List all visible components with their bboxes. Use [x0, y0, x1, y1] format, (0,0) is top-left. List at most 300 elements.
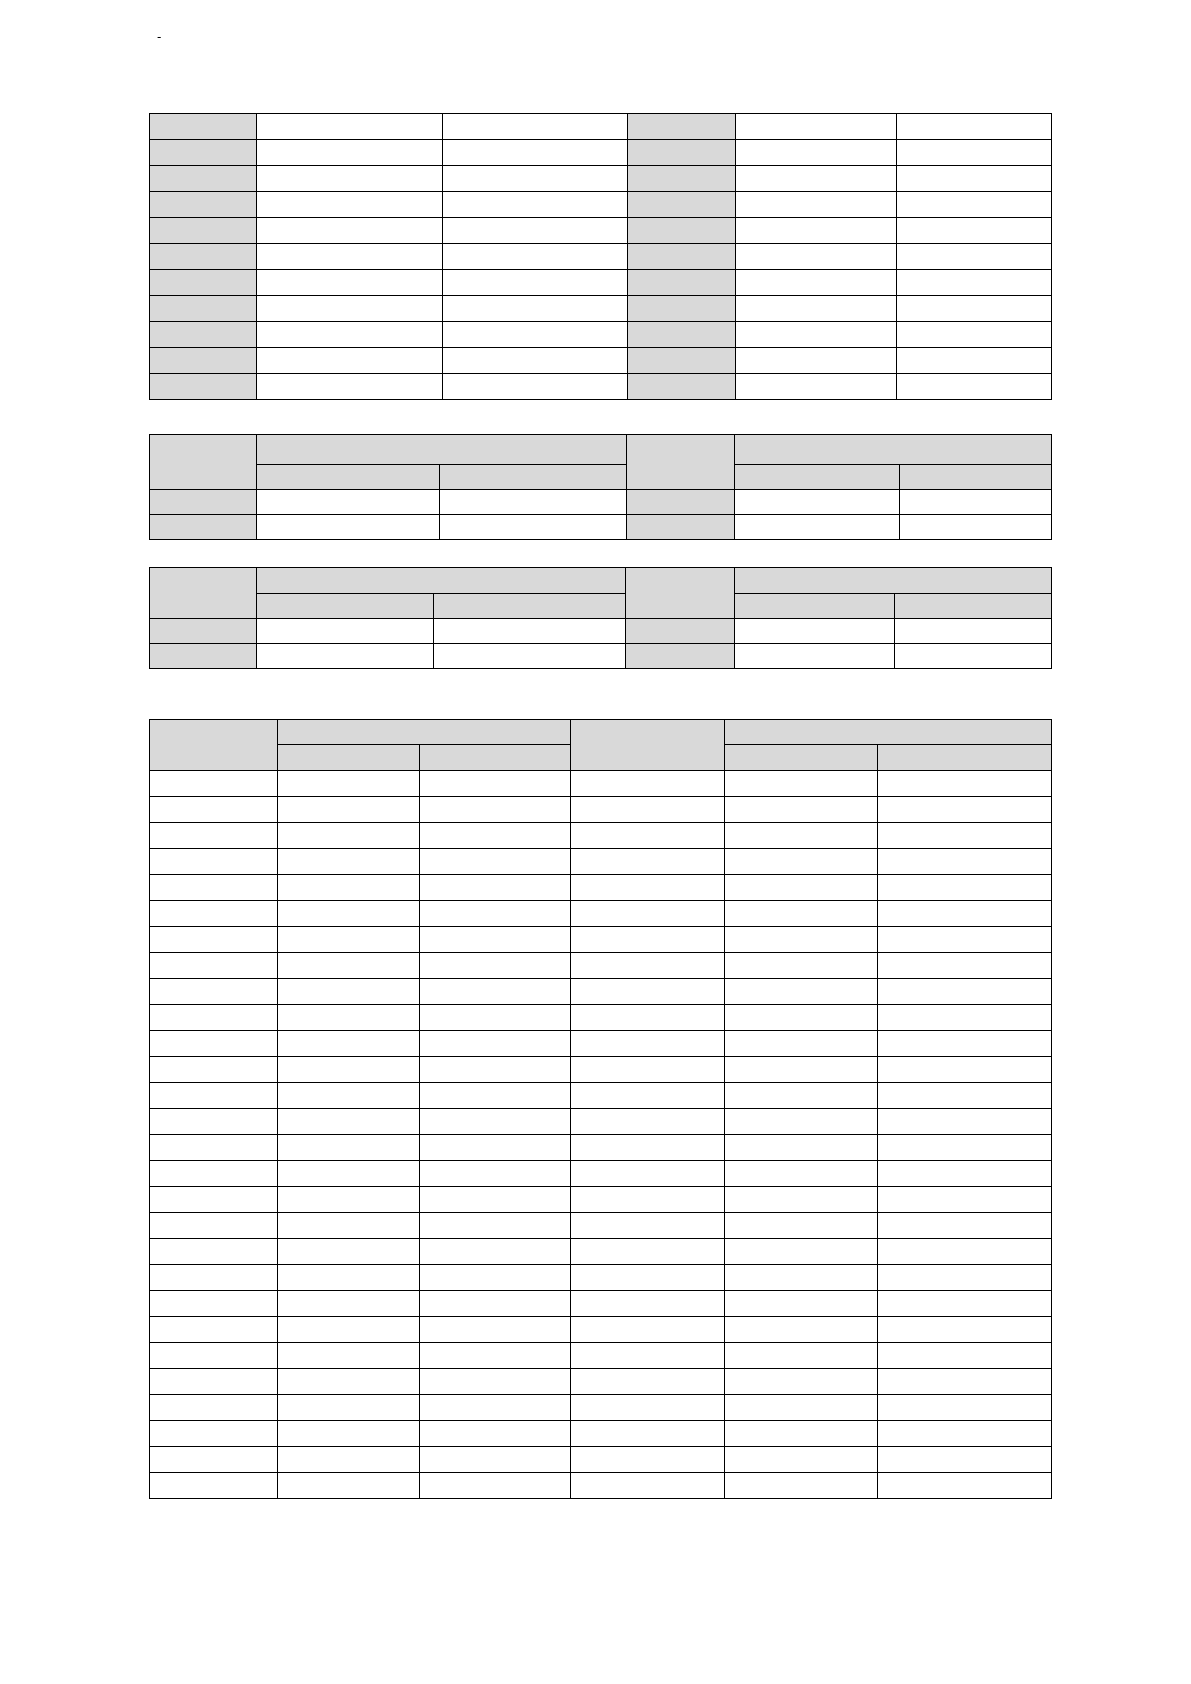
table-4-header-cell	[571, 720, 725, 771]
table-4-cell	[278, 1473, 420, 1499]
table-4-cell	[878, 1031, 1052, 1057]
table-4-cell	[420, 797, 571, 823]
table-1-cell	[443, 296, 628, 322]
table-4-cell	[878, 771, 1052, 797]
table-2-cell	[900, 515, 1052, 540]
table-1-cell	[257, 192, 443, 218]
table-1-cell	[736, 114, 897, 140]
table-1-row	[150, 166, 1052, 192]
table-3-cell	[257, 619, 434, 644]
table-1-cell	[736, 348, 897, 374]
table-4-cell	[725, 953, 878, 979]
table-1-cell	[736, 244, 897, 270]
table-1-cell	[257, 296, 443, 322]
table-4-cell	[571, 771, 725, 797]
table-4-cell	[278, 797, 420, 823]
table-1-row	[150, 270, 1052, 296]
table-4-row	[150, 979, 1052, 1005]
table-4-cell	[725, 1317, 878, 1343]
table-1-cell	[257, 270, 443, 296]
table-4-subheader	[278, 745, 420, 771]
table-4-cell	[878, 1109, 1052, 1135]
table-4-cell	[420, 1343, 571, 1369]
table-2-cell	[440, 490, 627, 515]
table-4-row	[150, 1395, 1052, 1421]
table-1-row	[150, 296, 1052, 322]
table-4-cell	[420, 1369, 571, 1395]
table-4-row	[150, 1213, 1052, 1239]
table-1-cell	[443, 322, 628, 348]
table-1-cell	[628, 270, 736, 296]
table-3-row	[150, 644, 1052, 669]
table-4-cell	[278, 1109, 420, 1135]
table-4-cell	[420, 849, 571, 875]
table-4-cell	[278, 1291, 420, 1317]
table-4-cell	[278, 1317, 420, 1343]
table-4-cell	[571, 979, 725, 1005]
table-4-cell	[420, 1005, 571, 1031]
table-1-cell	[150, 244, 257, 270]
table-4-cell	[150, 823, 278, 849]
table-4-cell	[878, 1395, 1052, 1421]
table-4-cell	[571, 1395, 725, 1421]
table-4-cell	[420, 927, 571, 953]
table-1-cell	[628, 166, 736, 192]
table-1-cell	[257, 374, 443, 400]
table-1-cell	[736, 374, 897, 400]
table-1-cell	[628, 114, 736, 140]
table-4-row	[150, 823, 1052, 849]
table-2-subheader	[440, 465, 627, 490]
table-1-cell	[443, 374, 628, 400]
table-4-cell	[571, 901, 725, 927]
table-3-cell	[257, 644, 434, 669]
table-3-group-header	[735, 568, 1052, 594]
table-4-cell	[150, 1291, 278, 1317]
table-4-cell	[278, 1005, 420, 1031]
table-3-subheader	[895, 594, 1052, 619]
table-4-cell	[725, 1447, 878, 1473]
table-4-cell	[571, 1031, 725, 1057]
table-4-cell	[571, 1291, 725, 1317]
table-4-cell	[571, 1265, 725, 1291]
table-1-cell	[897, 192, 1052, 218]
table-1-cell	[257, 140, 443, 166]
table-4-cell	[878, 797, 1052, 823]
table-4-cell	[878, 901, 1052, 927]
table-4-cell	[878, 1317, 1052, 1343]
table-4-subheader	[725, 745, 878, 771]
table-1-cell	[257, 322, 443, 348]
table-4-row	[150, 927, 1052, 953]
table-4-cell	[725, 823, 878, 849]
table-1	[149, 113, 1052, 400]
table-4-cell	[150, 849, 278, 875]
table-3-cell	[434, 644, 626, 669]
table-3-cell	[150, 644, 257, 669]
table-4-cell	[150, 797, 278, 823]
table-4-cell	[278, 1239, 420, 1265]
table-4-cell	[571, 1083, 725, 1109]
table-1-cell	[736, 140, 897, 166]
table-4-cell	[878, 1057, 1052, 1083]
table-4-cell	[278, 1083, 420, 1109]
table-4-cell	[571, 1161, 725, 1187]
table-1-cell	[897, 166, 1052, 192]
table-4-cell	[571, 1057, 725, 1083]
table-4-row	[150, 1057, 1052, 1083]
table-4-cell	[150, 979, 278, 1005]
table-4-cell	[571, 1239, 725, 1265]
table-4-cell	[420, 901, 571, 927]
table-4-cell	[725, 1421, 878, 1447]
table-1-row	[150, 348, 1052, 374]
table-4-cell	[420, 1083, 571, 1109]
table-1-cell	[628, 244, 736, 270]
table-2	[149, 434, 1052, 540]
table-1-cell	[897, 296, 1052, 322]
table-4-cell	[278, 1187, 420, 1213]
table-4-cell	[420, 1135, 571, 1161]
table-1-cell	[897, 244, 1052, 270]
table-4-cell	[571, 823, 725, 849]
table-4-cell	[878, 875, 1052, 901]
table-1-cell	[897, 114, 1052, 140]
table-4-cell	[278, 901, 420, 927]
table-4-cell	[878, 1473, 1052, 1499]
table-4-cell	[420, 953, 571, 979]
table-4-cell	[571, 1473, 725, 1499]
table-1-cell	[443, 114, 628, 140]
table-4-cell	[278, 1135, 420, 1161]
table-1-cell	[150, 322, 257, 348]
table-4-row	[150, 1473, 1052, 1499]
table-4-cell	[878, 1187, 1052, 1213]
table-1-cell	[150, 140, 257, 166]
table-3	[149, 567, 1052, 669]
table-4-cell	[420, 1291, 571, 1317]
table-4-cell	[278, 979, 420, 1005]
table-4-cell	[150, 1239, 278, 1265]
table-4-cell	[420, 1421, 571, 1447]
table-4-row	[150, 1161, 1052, 1187]
table-4-row	[150, 1083, 1052, 1109]
table-2-subheader	[900, 465, 1052, 490]
table-4-cell	[571, 927, 725, 953]
table-4-row	[150, 901, 1052, 927]
table-4-cell	[725, 901, 878, 927]
table-4-cell	[878, 1161, 1052, 1187]
table-1-cell	[736, 166, 897, 192]
table-2-cell	[257, 490, 440, 515]
table-4-cell	[878, 1213, 1052, 1239]
table-4-cell	[725, 875, 878, 901]
table-3-row	[150, 619, 1052, 644]
table-4-row	[150, 1031, 1052, 1057]
table-4-cell	[420, 1031, 571, 1057]
table-2-cell	[735, 490, 900, 515]
table-2-cell	[735, 515, 900, 540]
table-1-cell	[628, 296, 736, 322]
table-4-cell	[725, 1239, 878, 1265]
table-4-cell	[278, 875, 420, 901]
table-4-cell	[150, 1187, 278, 1213]
table-1-cell	[443, 270, 628, 296]
table-4-cell	[878, 953, 1052, 979]
table-4-cell	[278, 1031, 420, 1057]
table-4-cell	[150, 927, 278, 953]
table-4-group-header	[725, 720, 1052, 745]
table-4-cell	[420, 1109, 571, 1135]
table-4-cell	[150, 953, 278, 979]
table-4-cell	[878, 823, 1052, 849]
table-4-cell	[725, 1109, 878, 1135]
table-1-cell	[150, 348, 257, 374]
table-1-cell	[628, 140, 736, 166]
table-4-cell	[150, 771, 278, 797]
table-4-cell	[150, 1447, 278, 1473]
table-4-cell	[878, 1005, 1052, 1031]
table-3-cell	[735, 644, 895, 669]
table-2-cell	[150, 490, 257, 515]
table-4-cell	[150, 1343, 278, 1369]
table-1-cell	[150, 166, 257, 192]
table-4-cell	[571, 797, 725, 823]
table-4-row	[150, 1317, 1052, 1343]
table-4-cell	[420, 875, 571, 901]
table-3-subheader	[257, 594, 434, 619]
table-2-header-cell	[627, 435, 735, 490]
table-1-cell	[897, 322, 1052, 348]
table-4-cell	[278, 1369, 420, 1395]
table-4-row	[150, 1005, 1052, 1031]
table-4-cell	[571, 1343, 725, 1369]
table-1-cell	[443, 166, 628, 192]
table-4-cell	[571, 1317, 725, 1343]
table-4-row	[150, 1265, 1052, 1291]
table-1-row	[150, 244, 1052, 270]
table-1-cell	[257, 166, 443, 192]
table-4-cell	[725, 1135, 878, 1161]
table-1-cell	[897, 270, 1052, 296]
table-4-cell	[420, 979, 571, 1005]
table-4-cell	[725, 1291, 878, 1317]
table-4-row	[150, 797, 1052, 823]
table-4-cell	[878, 1239, 1052, 1265]
table-4-cell	[420, 1447, 571, 1473]
table-4-cell	[420, 1317, 571, 1343]
table-4-group-header	[278, 720, 571, 745]
table-2-cell	[627, 515, 735, 540]
table-2-group-header	[735, 435, 1052, 465]
table-4-cell	[878, 1369, 1052, 1395]
table-1-cell	[736, 192, 897, 218]
table-4-cell	[150, 901, 278, 927]
table-4-row	[150, 875, 1052, 901]
table-4-cell	[420, 1395, 571, 1421]
table-2-row	[150, 515, 1052, 540]
table-3-cell	[895, 619, 1052, 644]
table-1-cell	[628, 192, 736, 218]
table-1-cell	[736, 218, 897, 244]
table-1-cell	[443, 192, 628, 218]
table-4	[149, 719, 1052, 1499]
table-4-cell	[725, 771, 878, 797]
table-2-cell	[440, 515, 627, 540]
table-4-cell	[725, 1369, 878, 1395]
table-4-cell	[278, 823, 420, 849]
table-4-cell	[150, 1005, 278, 1031]
table-1-cell	[443, 348, 628, 374]
table-4-cell	[725, 1473, 878, 1499]
table-4-cell	[150, 1395, 278, 1421]
table-1-cell	[628, 348, 736, 374]
table-2-cell	[627, 490, 735, 515]
table-4-cell	[725, 927, 878, 953]
table-4-cell	[420, 823, 571, 849]
table-4-cell	[571, 875, 725, 901]
table-1-cell	[257, 218, 443, 244]
table-4-row	[150, 953, 1052, 979]
table-2-header-cell	[150, 435, 257, 490]
table-2-group-header	[257, 435, 627, 465]
table-1-cell	[150, 270, 257, 296]
table-4-cell	[278, 1395, 420, 1421]
table-4-cell	[278, 927, 420, 953]
table-1-cell	[150, 296, 257, 322]
table-4-cell	[571, 1421, 725, 1447]
table-4-cell	[725, 849, 878, 875]
corner-mark: -	[157, 29, 162, 44]
table-4-cell	[420, 1161, 571, 1187]
table-1-row	[150, 140, 1052, 166]
table-1-cell	[443, 140, 628, 166]
table-4-cell	[150, 1057, 278, 1083]
table-4-cell	[725, 1005, 878, 1031]
table-4-cell	[278, 1213, 420, 1239]
table-1-cell	[150, 218, 257, 244]
table-4-cell	[878, 1421, 1052, 1447]
table-4-cell	[420, 1265, 571, 1291]
table-1-cell	[628, 322, 736, 348]
table-1-cell	[150, 374, 257, 400]
table-2-subheader	[735, 465, 900, 490]
table-4-cell	[278, 1161, 420, 1187]
table-2-cell	[257, 515, 440, 540]
table-1-row	[150, 192, 1052, 218]
table-4-cell	[571, 1109, 725, 1135]
table-3-cell	[626, 644, 735, 669]
table-1-cell	[443, 244, 628, 270]
table-4-cell	[150, 1161, 278, 1187]
table-2-subheader	[257, 465, 440, 490]
table-4-cell	[150, 1421, 278, 1447]
table-4-cell	[278, 1421, 420, 1447]
table-4-cell	[420, 1057, 571, 1083]
table-4-cell	[150, 1109, 278, 1135]
table-4-cell	[278, 1343, 420, 1369]
table-1-cell	[897, 374, 1052, 400]
table-4-cell	[420, 1187, 571, 1213]
table-4-cell	[878, 1343, 1052, 1369]
table-3-header-cell	[150, 568, 257, 619]
table-1-row	[150, 322, 1052, 348]
table-4-cell	[150, 1473, 278, 1499]
table-4-row	[150, 1369, 1052, 1395]
table-4-cell	[571, 1213, 725, 1239]
table-4-cell	[878, 1265, 1052, 1291]
table-4-cell	[571, 1005, 725, 1031]
table-4-cell	[150, 1369, 278, 1395]
table-1-row	[150, 374, 1052, 400]
table-1-cell	[736, 270, 897, 296]
table-1-cell	[257, 244, 443, 270]
table-4-cell	[150, 875, 278, 901]
table-4-cell	[571, 1369, 725, 1395]
table-4-cell	[420, 1473, 571, 1499]
table-3-cell	[434, 619, 626, 644]
table-4-cell	[725, 797, 878, 823]
table-4-row	[150, 1135, 1052, 1161]
table-4-cell	[278, 1447, 420, 1473]
table-4-row	[150, 1239, 1052, 1265]
table-2-row	[150, 490, 1052, 515]
table-4-cell	[725, 979, 878, 1005]
table-4-cell	[725, 1213, 878, 1239]
table-2-cell	[900, 490, 1052, 515]
table-4-cell	[278, 849, 420, 875]
table-3-group-header	[257, 568, 626, 594]
table-4-cell	[150, 1031, 278, 1057]
table-4-cell	[571, 1447, 725, 1473]
table-4-subheader	[420, 745, 571, 771]
table-4-row	[150, 1343, 1052, 1369]
table-4-cell	[150, 1213, 278, 1239]
table-1-cell	[897, 348, 1052, 374]
table-4-cell	[571, 849, 725, 875]
table-1-cell	[150, 114, 257, 140]
table-4-cell	[571, 1135, 725, 1161]
table-1-cell	[257, 114, 443, 140]
table-3-header-cell	[626, 568, 735, 619]
table-4-cell	[571, 1187, 725, 1213]
table-4-cell	[725, 1187, 878, 1213]
table-4-header-cell	[150, 720, 278, 771]
table-3-cell	[626, 619, 735, 644]
table-1-cell	[897, 140, 1052, 166]
table-4-row	[150, 849, 1052, 875]
table-4-cell	[725, 1161, 878, 1187]
table-4-cell	[725, 1057, 878, 1083]
table-4-cell	[725, 1343, 878, 1369]
table-4-cell	[420, 1213, 571, 1239]
table-4-cell	[420, 1239, 571, 1265]
table-4-row	[150, 1447, 1052, 1473]
table-4-cell	[150, 1265, 278, 1291]
table-3-subheader	[735, 594, 895, 619]
table-4-cell	[878, 1291, 1052, 1317]
table-4-cell	[878, 1083, 1052, 1109]
table-4-cell	[420, 771, 571, 797]
table-2-cell	[150, 515, 257, 540]
table-4-cell	[878, 979, 1052, 1005]
table-1-cell	[736, 322, 897, 348]
table-4-row	[150, 1109, 1052, 1135]
table-4-cell	[278, 1265, 420, 1291]
table-1-row	[150, 114, 1052, 140]
table-4-cell	[150, 1317, 278, 1343]
table-3-subheader	[434, 594, 626, 619]
